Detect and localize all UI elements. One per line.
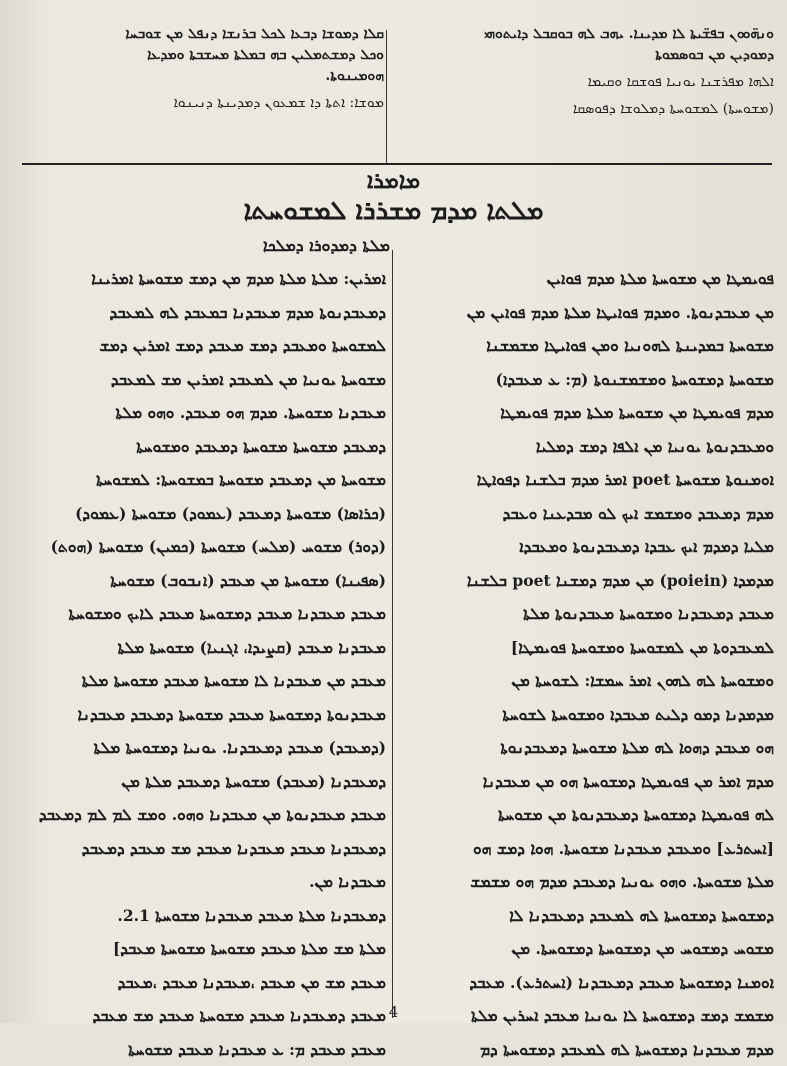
text-line: ܡܫܘܚܬܐ ܒܡܕܝܢܬܐ ܠܗܘܢܝܐ ܘܡܢ ܦܘܐܝܛܐ ܡܫܡܫܢܐ xyxy=(400,329,774,363)
text-line: ܡܫܘܚܬܐ ܡܢ ܕܡܥܒܕ ܡܫܘܚܬܐ ܒܡܫܘܚܬܐ: ܠܡܫܘܚܬܐ xyxy=(20,463,386,497)
text-line: ܐܡܪܝܢ: ܡܠܬܐ ܡܠܬܐ ܡܕܡ ܡܢ ܕܡܫ ܡܫܘܚܬܐ ܐܡܪܝܢܐ xyxy=(20,262,386,296)
column-divider xyxy=(392,250,393,1018)
note-line: (ܡܫܘܚܬܐ) ܠܡܫܘܚܬܐ ܕܡܠܘܫܐ ܕܦܘܣܩܐ xyxy=(402,99,774,120)
note-line: ܡܘܫܐ: ܐܬܬܐ ܕܐ ܫܡܥܘܢ ܕܡܕܝܢܬܐ ܕܢܝܢܘܐ xyxy=(26,93,384,114)
note-line: ܩܠܐ ܕܡܘܫܐ ܕܒܥܐ ܠܟܠ ܒܪܢܫܐ ܕܢܦܠ ܡܢ ܫܘܒܚܐ xyxy=(26,24,384,45)
text-line: ܡܕܡ ܡܥܒܕܢܐ ܕܡܫܘܚܬܐ ܠܗ ܠܡܥܒܕ ܕܡܫܘܚܬܐ ܕܡ xyxy=(400,1033,774,1066)
text-line: ܐܘܡܢܘܬܐ ܡܫܘܚܬܐ poet ܐܡܪ ܡܕܡ ܒܠܫܢܐ ܕܦܘܐܛܐ xyxy=(400,463,774,497)
text-line: (ܕܡܥܒܕ) ܡܥܒܕ ܕܡܥܒܕܢܐ. ܝܘܢܝܐ ܕܡܫܘܚܬܐ ܡܠܬܐ xyxy=(20,731,386,765)
text-line: ܘܡܥܒܕܢܘܬܐ ܝܘܢܝܐ ܡܢ ܐܠܦܐ ܕܡܫ ܕܡܠܝܐ xyxy=(400,430,774,464)
text-line: ܕܡܥܒܕܢܐ ܡܥܒܕ ܡܥܒܕܢܐ ܡܥܒܕ ܡܫ ܡܥܒܕ ܕܡܥܒܕ xyxy=(20,832,386,866)
note-line: ܗܘܡܝܢܘܬܐ. xyxy=(26,66,384,87)
text-line: ܡܫܘܚ ܕܡܫܘܚ ܡܢ ܕܡܫܘܚܬܐ ܕܡܫܘܚܬܐ. ܡܢ xyxy=(400,932,774,966)
text-line: ܗܘ ܡܥܒܕ ܕܗܘܐ ܠܗ ܡܠܬܐ ܡܫܘܚܬܐ ܕܡܥܒܕܢܘܬܐ xyxy=(400,731,774,765)
text-line: ܡܕܡ ܕܡܥܒܕ ܘܡܫܡܫ ܐܝܟ ܠܘ ܡܒܕܥܢܐ ܘܥܒܕ xyxy=(400,497,774,531)
text-line: ܡܥܒܕ ܡܥܒܕܢܐ ܡܥܒܕ ܕܡܫܘܚܬܐ ܡܥܒܕ ܠܐܝܟ ܘܡܫܘܚܬܐ xyxy=(20,597,386,631)
text-line: ܡܥܒܕܢܐ ܡܢ. xyxy=(20,865,386,899)
page-title: ܡܠܬܐ ܡܕܡ ܡܫܪܪܐ ܠܡܫܘܚܬܐ xyxy=(0,196,787,227)
left-column xyxy=(20,262,386,1066)
note-line: ܐܠܗܐ ܡܦܪܫܢܐ ܝܘܢܝܐ ܦܘܫܩܐ ܘܩܝܡܐ xyxy=(402,72,774,93)
text-line: ܡܥܒܕ ܡܥܒܕܢܘܬܐ ܡܢ ܡܥܒܕܢܐ ܘܗܘ. ܘܡܫ ܠܡ ܠܡ ܕܡܥܒܕ xyxy=(20,798,386,832)
text-line: ܡܥܒܕܢܐ ܡܫܘܚܬܐ. ܡܕܡ ܗܘ ܡܥܒܕ. ܘܗܘ ܡܠܬܐ xyxy=(20,396,386,430)
note-line: ܘܢܗ̈ܘܘܢ ܒܦܫ̈ܝܬܐ ܠܐ ܡܕܝܢܐ. ܝܗܒ ܠܗ ܒܘܩܒܠ ܕܐܝܬܘܗܝ xyxy=(402,24,774,45)
text-line: ܡܫܘܚܬܐ ܝܘܢܝܐ ܡܢ ܠܡܥܒܕ ܐܡܪܝܢ ܡܫ ܠܡܥܒܕ xyxy=(20,363,386,397)
text-line: (ܟܪܐܣܐ) ܡܫܘܚܬܐ ܕܡܥܒܕ (ܥܡܘܕ) ܡܫܘܚܬܐ (ܥܡܘܕ) xyxy=(20,497,386,531)
text-line: ܘܡܫܘܚܬܐ ܠܗ ܠܗܘܢ ܐܡܪ ܚܡܫܐ: ܠܫܘܚܬܐ ܡܢ xyxy=(400,664,774,698)
page-number: 4 xyxy=(0,1003,787,1021)
right-column xyxy=(400,262,774,1066)
text-line: (ܣܦܝܢܐ) ܡܫܘܚܬܐ ܡܢ ܡܥܒܕ (ܐܢܒܘܒ) ܡܫܘܚܬܐ xyxy=(20,564,386,598)
text-line: ܡܥܒܕ ܡܫ ܡܢ ܡܥܒܕ ،ܡܥܒܕܢܐ ܡܥܒܕ ،ܡܥܒܕ xyxy=(20,966,386,1000)
text-line: ܐܘܡܢܐ ܕܡܫܘܚܬܐ ܡܥܒܕ ܕܡܥܒܕܢܐ (ܐܚܬܪܥ). ܡܥܒܕ xyxy=(400,966,774,1000)
text-line: ܡܕܡ ܦܘܝܡܛܐ ܡܢ ܡܫܘܚܬܐ ܡܠܬܐ ܡܕܡ ܦܘܝܡܛܐ xyxy=(400,396,774,430)
text-line: ܡܫܡܫ ܕܡܫ ܕܡܫܘܚܬܐ ܠܐ ܝܘܢܝܐ ܡܥܒܕ ܐܚܪܝܢ ܡܠܬܐ xyxy=(400,999,774,1033)
text-line: ܡܕܡ ܐܡܪ ܡܢ ܦܘܝܡܛܐ ܕܡܫܘܚܬܐ ܗܘ ܡܢ ܡܥܒܕܢܐ xyxy=(400,765,774,799)
text-line: (ܕܘܪ) ܡܫܘܚ (ܡܠܚ) ܡܫܘܚܬܐ (ܟܡܝܢ) ܡܫܘܚܬܐ (ܗܘܬ) xyxy=(20,530,386,564)
text-line: ܕܡܥܒܕ ܡܫܘܚܬܐ ܡܫܘܚܬܐ ܕܡܥܒܕ ܘܡܫܘܚܬܐ xyxy=(20,430,386,464)
text-line: ܡܥܒܕܢܐ ܡܥܒܕ (ܩܨܝܕܐ، ܐܓܢܝܐ) ܡܫܘܚܬܐ ܡܠܬܐ xyxy=(20,631,386,665)
top-note-left xyxy=(26,24,384,114)
text-line: ܠܡܫܘܚܬܐ ܘܡܥܒܕ ܕܡܫ ܡܥܒܕ ܕܡܫ ܐܡܪܝܢ ܕܡܫ xyxy=(20,329,386,363)
text-line: ܡܕܡܕܐ (poiein) ܡܢ ܡܕܡ ܕܡܫܢܐ poet ܒܠܫܢܐ xyxy=(400,564,774,598)
top-notes xyxy=(0,24,787,164)
text-line: ܡܫܘܚܬܐ ܕܡܫܘܚܬܐ ܘܡܫܡܫܢܘܬܐ (ܡ: ܥ ܡܥܒܕܐ) xyxy=(400,363,774,397)
note-line: ܘܟܠ ܕܡܫܬܡܠܝܢ ܒܗ ܒܡܠܬܐ ܡܚܫܒܬܐ ܘܡܕܥܐ xyxy=(26,45,384,66)
text-line: ܡܥܒܕ ܕܡܥܒܕܢܐ ܘܡܫܘܚܬܐ ܡܥܒܕܢܘܬܐ ܡܠܬܐ xyxy=(400,597,774,631)
text-line: ܡܠܬܐ ܡܫ ܡܠܬܐ ܡܥܒܕ ܡܫܘܚܬܐ ܡܫܘܚܬܐ ܡܥܒܕ] xyxy=(20,932,386,966)
section-label: ܡܐܡܪܐ xyxy=(0,168,787,194)
header-rule xyxy=(22,163,772,165)
text-line: ܡܠܬܐ ܡܫܘܚܬܐ. ܘܗܘ ܝܘܢܝܐ ܕܡܥܒܕ ܡܕܡ ܗܘ ܡܫܡܫ xyxy=(400,865,774,899)
text-line: ܡܢ ܡܥܒܕܢܘܬܐ. ܘܡܕܡ ܦܘܐܝܛܐ ܡܠܬܐ ܡܕܡ ܦܘܐܝܢ ܡܢ xyxy=(400,296,774,330)
epigraph: ܡܠܬܐ ܕܡܕܘܪܐ ܕܡܠܟܐ xyxy=(70,236,390,256)
text-line: ܕܡܫܘܚܬܐ ܕܡܫܘܚܬܐ ܠܗ ܠܡܥܒܕ ܕܡܥܒܕܢܐ ܠܐ xyxy=(400,899,774,933)
text-line: ܕܡܥܒܕܢܘܬܐ ܡܕܡ ܡܥܒܕܢܐ ܒܡܥܒܕ ܠܗ ܠܡܥܒܕ xyxy=(20,296,386,330)
note-line: ܕܡܘܕܝܢ ܡܢ ܒܘܣܡܘܬܐ xyxy=(402,45,774,66)
text-line: ܡܥܒܕ ܡܢ ܡܥܒܕܢܐ ܠܐ ܡܫܘܚܬܐ ܡܥܒܕ ܡܫܘܚܬܐ ܡܠܬܐ xyxy=(20,664,386,698)
text-line: ܡܥܒܕܢܘܬܐ ܕܡܫܘܚܬܐ ܡܥܒܕ ܡܫܘܚܬܐ ܕܡܥܒܕ ܡܥܒܕܢܐ xyxy=(20,698,386,732)
top-column-divider xyxy=(386,30,387,165)
text-line: ܡܠܝܐ ܕܡܕܡ ܐܝܟ ܥܒܕܐ ܕܡܥܒܕܢܘܬܐ ܘܡܥܒܕܐ xyxy=(400,530,774,564)
text-line: ܦܘܝܡܛܐ ܡܢ ܡܫܘܚܬܐ ܡܠܬܐ ܡܕܡ ܦܘܐܝܢ xyxy=(400,262,774,296)
text-line: [ܐܚܬܪܥ] ܘܡܥܒܕ ܡܥܒܕܢܐ ܡܫܘܚܬܐ. ܗܘܐ ܕܡܫ ܗܘ xyxy=(400,832,774,866)
top-note-right xyxy=(402,24,774,120)
text-line: ܡܥܒܕ ܡܥܒܕ ܡ: ܥ ܡܥܒܕܢܐ ܡܥܒܕ ܡܫܘܚܬܐ xyxy=(20,1033,386,1066)
text-line: ܠܗ ܦܘܝܡܛܐ ܕܡܫܘܚܬܐ ܕܡܥܒܕܢܘܬܐ ܡܢ ܡܫܘܚܬܐ xyxy=(400,798,774,832)
text-line: ܕܡܥܒܕܢܐ ܡܠܬܐ ܡܥܒܕ ܡܥܒܕܢܐ ܡܫܘܚܬܐ 2.1. xyxy=(20,899,386,933)
text-line: ܕܡܥܒܕܢܐ (ܡܥܒܕ) ܡܫܘܚܬܐ ܕܡܥܒܕ ܡܠܬܐ ܡܢ xyxy=(20,765,386,799)
text-line: ܠܡܥܒܕܘܬܐ ܡܢ ܠܡܫܘܚܬܐ ܘܡܫܘܚܬܐ ܦܘܝܡܛܐ] xyxy=(400,631,774,665)
text-line: ܡܥܒܕ ܕܡܥܒܕܢܐ ܡܥܒܕ ܡܫܘܚܬܐ ܡܥܒܕ ܡܫ ܡܥܒܕ xyxy=(20,999,386,1033)
text-line: ܡܕܡܕܢܐ ܕܡܘ ܕܠܝܬ ܡܥܒܕܐ ܘܡܫܘܚܬܐ ܠܫܘܚܬܐ xyxy=(400,698,774,732)
